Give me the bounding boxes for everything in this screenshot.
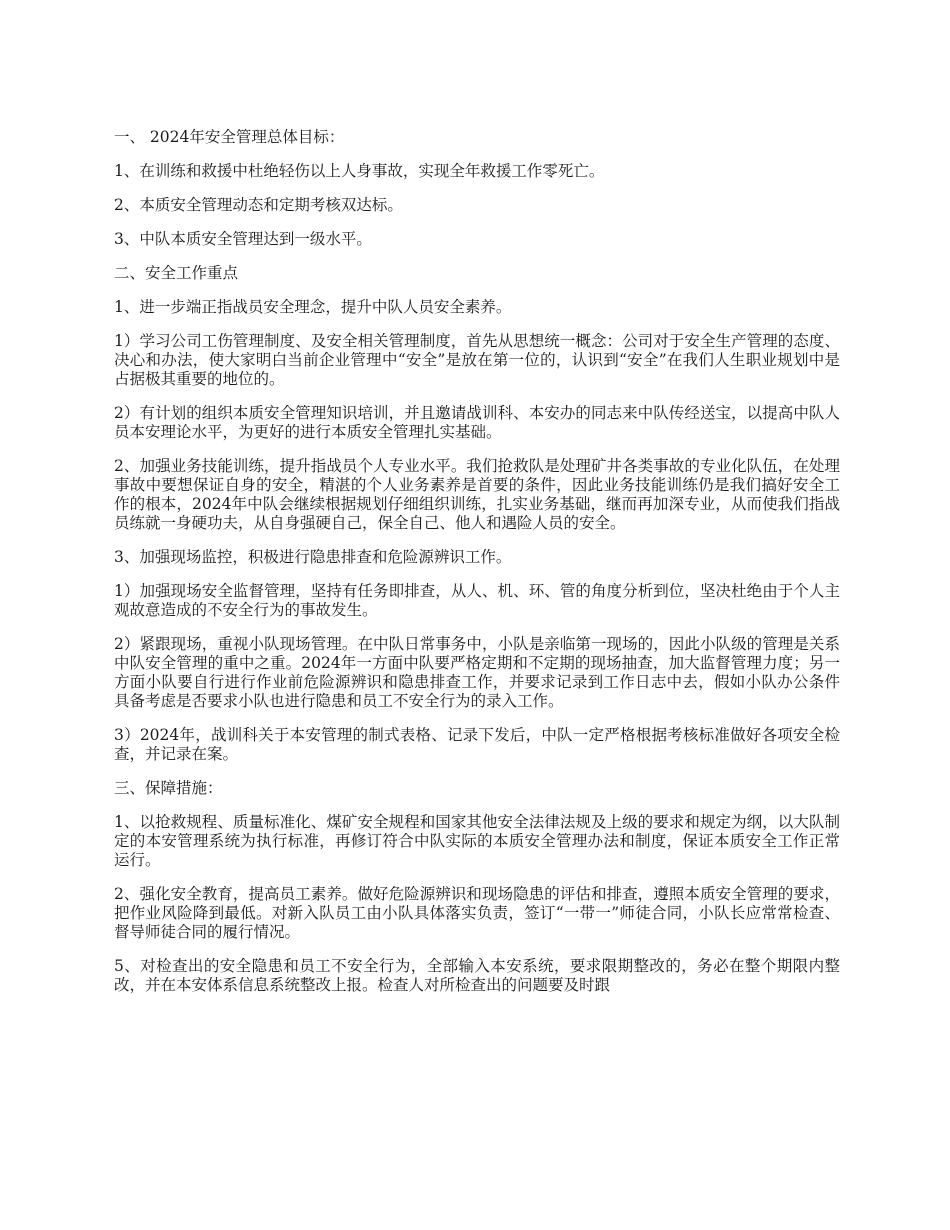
paragraph-goal-1: 1、在训练和救援中杜绝轻伤以上人身事故，实现全年救援工作零死亡。 (114, 162, 605, 180)
paragraph-focus-3-1: 1）加强现场安全监督管理，坚持有任务即排查，从人、机、环、管的角度分析到位，坚决杜绝由于个人主观故意造成的不安全行为的事故发生。 (114, 582, 840, 619)
paragraph-focus-1-2: 2）有计划的组织本质安全管理知识培训，并且邀请战训科、本安办的同志来中队传经送宝，以提高中队人员本安理论水平，为更好的进行本质安全管理扎实基础。 (114, 404, 840, 441)
document-body (114, 128, 840, 1010)
heading-work-focus: 二、安全工作重点 (114, 264, 239, 282)
paragraph-focus-3-3: 3）2024年，战训科关于本安管理的制式表格、记录下发后，中队一定严格根据考核标准做好各项安全检查，并记录在案。 (114, 726, 840, 763)
paragraph-focus-2: 2、加强业务技能训练，提升指战员个人专业水平。我们抢救队是处理矿井各类事故的专业化队伍，在处理事故中要想保证自身的安全，精湛的个人业务素养是首要的条件，因此业务技能训练仍是我们搞好安全工作的根本，2024年中队会继续根据规划仔细组织训练，扎实业务基础，继而再加深专业，从而使我们指战员练就一身硬功夫，从自身强硬自己，保全自己、他人和遇险人员的安全。 (114, 457, 840, 532)
paragraph-goal-3: 3、中队本质安全管理达到一级水平。 (114, 230, 372, 248)
paragraph-measure-1: 1、以抢救规程、质量标准化、煤矿安全规程和国家其他安全法律法规及上级的要求和规定为纲，以大队制定的本安管理系统为执行标准，再修订符合中队实际的本质安全管理办法和制度，保证本质安全工作正常运行。 (114, 813, 840, 869)
paragraph-focus-3-2: 2）紧跟现场，重视小队现场管理。在中队日常事务中，小队是亲临第一现场的，因此小队级的管理是关系中队安全管理的重中之重。2024年一方面中队要严格定期和不定期的现场抽查，加大监督管理力度；另一方面小队要自行进行作业前危险源辨识和隐患排查工作，并要求记录到工作日志中去，假如小队办公条件具备考虑是否要求小队也进行隐患和员工不安全行为的录入工作。 (114, 635, 840, 710)
paragraph-measure-5: 5、对检查出的安全隐患和员工不安全行为，全部输入本安系统，要求限期整改的，务必在整个期限内整改，并在本安体系信息系统整改上报。检查人对所检查出的问题要及时跟 (114, 957, 840, 994)
paragraph-goal-2: 2、本质安全管理动态和定期考核双达标。 (114, 196, 403, 214)
paragraph-measure-2: 2、强化安全教育，提高员工素养。做好危险源辨识和现场隐患的评估和排查，遵照本质安全管理的要求，把作业风险降到最低。对新入队员工由小队具体落实负责，签订“一带一”师徒合同，小队长应常常检查、督导师徒合同的履行情况。 (114, 885, 840, 941)
heading-overall-goal: 一、 2024年安全管理总体目标： (114, 128, 345, 146)
paragraph-focus-1-1: 1）学习公司工伤管理制度、及安全相关管理制度，首先从思想统一概念：公司对于安全生产管理的态度、决心和办法，使大家明白当前企业管理中“安全”是放在第一位的，认识到“安全”在我们人生职业规划中是占据极其重要的地位的。 (114, 332, 840, 388)
paragraph-focus-3: 3、加强现场监控，积极进行隐患排查和危险源辨识工作。 (114, 548, 512, 566)
paragraph-focus-1: 1、进一步端正指战员安全理念，提升中队人员安全素养。 (114, 298, 512, 316)
heading-measures: 三、保障措施： (114, 779, 223, 797)
